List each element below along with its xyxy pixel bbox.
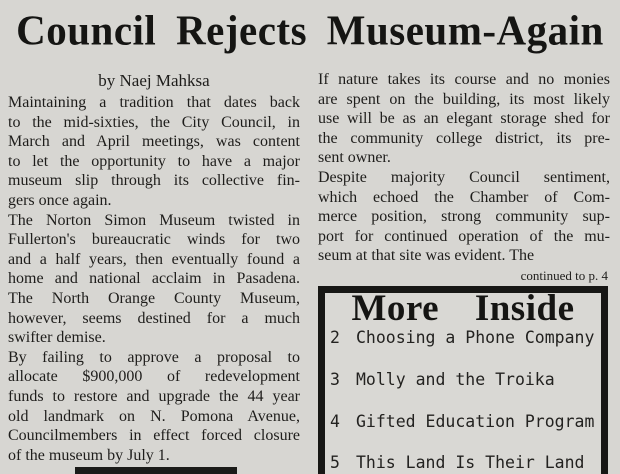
text-line: allocate $900,000 of redevelopment [8,368,300,386]
text-line: use will be as an elegant storage shed for [318,110,610,128]
text-line: which echoed the Chamber of Com- [318,188,610,206]
byline: by Naej Mahksa [98,71,210,90]
text-line: seum at that site was evident. The [318,247,535,265]
article-left-column [8,70,300,465]
text-line: port for continued operation of the mu- [318,227,610,245]
article-right-column [318,70,610,283]
text-line: Maintaining a tradition that dates back [8,94,300,111]
text-line: Despite majority Council sentiment, [318,168,610,186]
continued-note: continued to p. 4 [520,267,608,283]
text-line: are spent on the building, its most likely [318,90,610,108]
text-line: swifter demise. [8,329,106,347]
item-title: Gifted Education Program [356,412,595,431]
more-inside-item [330,412,599,431]
article-paragraph [8,211,300,348]
text-line: funds to restore and upgrade the 44 year [8,387,300,405]
more-inside-item [330,453,599,472]
more-inside-box [318,286,608,474]
text-line: of the museum by July 1. [8,446,170,464]
more-inside-title: More Inside [351,288,575,329]
article-paragraph [318,70,610,168]
item-title: Molly and the Troika [356,370,555,389]
text-line: museum slip through its collective fin- [8,172,300,190]
text-line: to the mid-sixties, the City Council, in [8,113,300,131]
text-line: The Norton Simon Museum twisted in [8,211,300,229]
text-line: sent owner. [318,149,391,167]
article-paragraph [8,348,300,466]
item-page-number: 2 [330,328,340,347]
text-line: By failing to approve a proposal to [8,348,300,366]
text-line: March and April meetings, was content [8,133,300,151]
text-line: gers once again. [8,191,112,209]
more-inside-item [330,328,599,347]
cutoff-headline-rule [75,467,237,474]
article-paragraph [318,168,610,266]
more-inside-item [330,370,599,389]
text-line: and a half years, then eventually found a [8,250,300,268]
article-paragraph [8,93,300,211]
text-line: to let the opportunity to have a major [8,152,300,170]
text-line: however, seems destined for a much [8,309,300,327]
text-line: Fullerton's bureaucratic winds for two [8,231,300,249]
text-line: the community college district, its pre- [318,129,610,147]
item-title: Choosing a Phone Company [356,328,595,347]
text-line: The North Orange County Museum, [8,289,300,307]
headline: Council Rejects Museum-Again [16,6,604,54]
item-title: This Land Is Their Land [356,453,585,472]
item-page-number: 5 [330,453,340,472]
text-line: merce position, strong community sup- [318,208,610,226]
text-line: If nature takes its course and no monies [318,71,610,88]
item-page-number: 4 [330,412,340,431]
text-line: old landmark on N. Pomona Avenue, [8,407,300,425]
text-line: Councilmembers in effect forced closure [8,427,300,445]
text-line: home and national acclaim in Pasadena. [8,270,300,288]
item-page-number: 3 [330,370,340,389]
